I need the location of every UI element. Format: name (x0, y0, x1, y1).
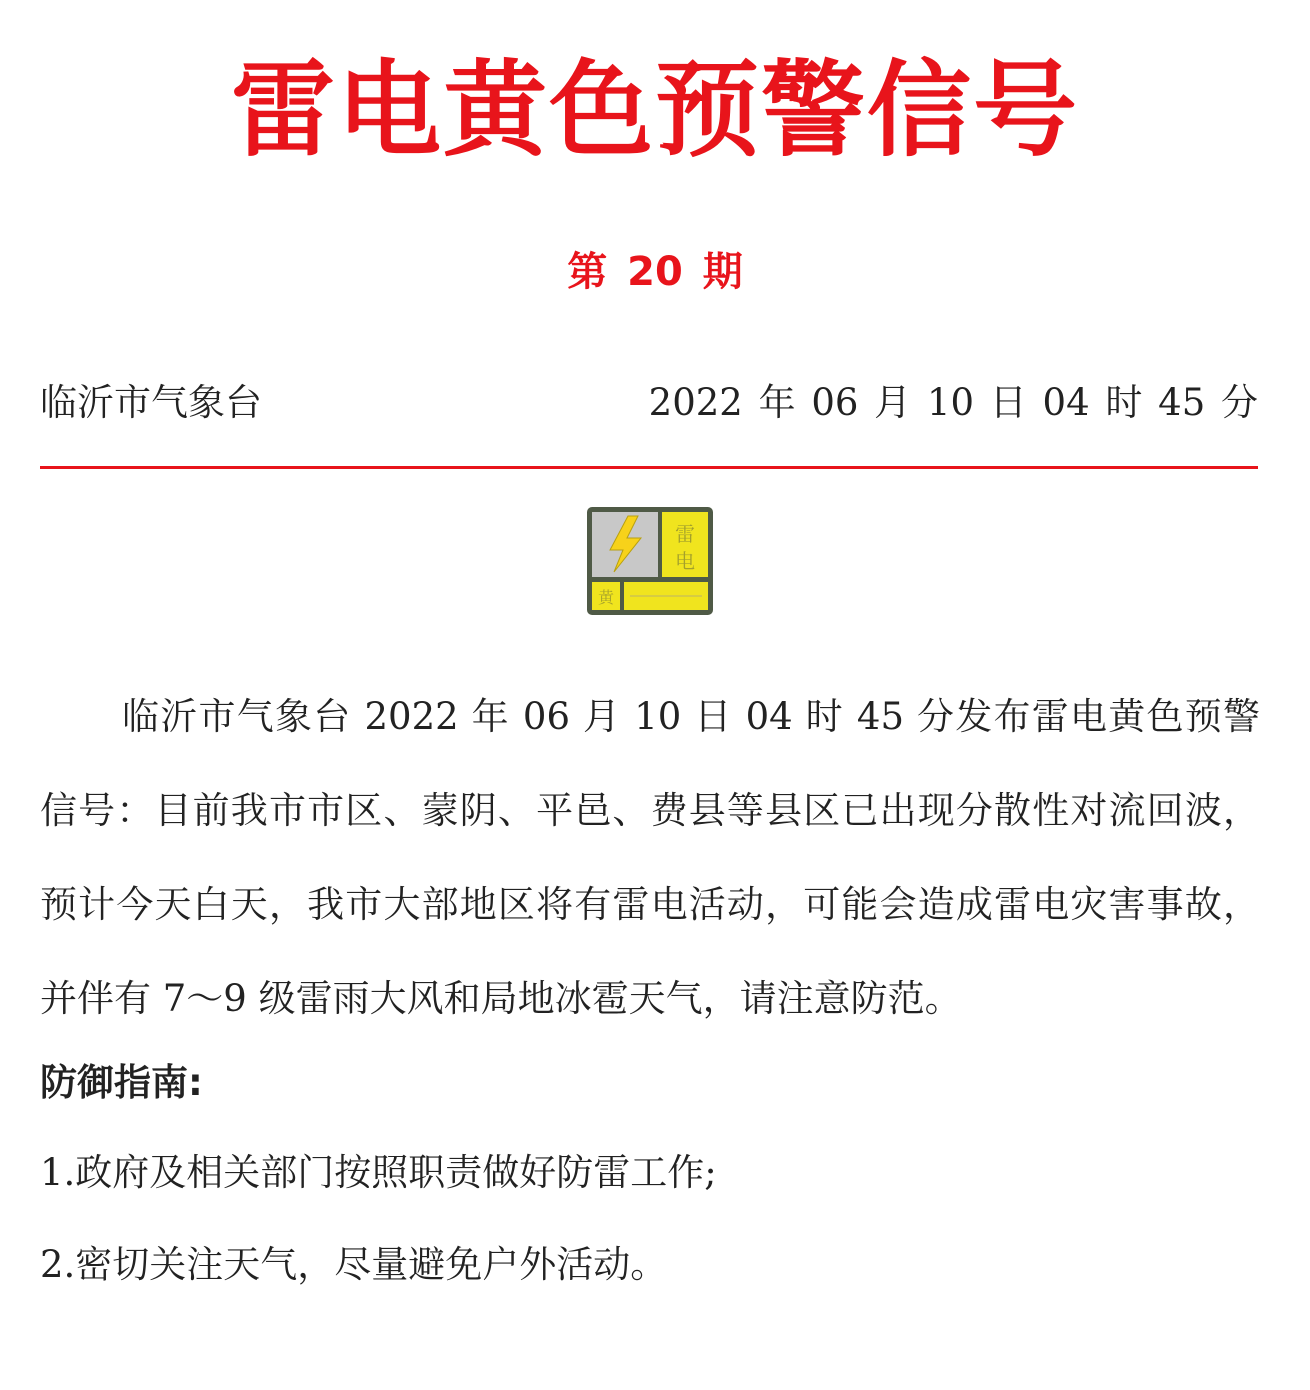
signal-label-top-1: 雷 (675, 522, 695, 546)
warning-body-paragraph: 临沂市气象台 2022 年 06 月 10 日 04 时 45 分发布雷电黄色预警信号：目前我市市区、蒙阴、平邑、费县等县区已出现分散性对流回波，预计今天白天，我市大部地区将有雷电活动，可能会造成雷电灾害事故，并伴有 7～9 级雷雨大风和局地冰雹天气，请注意防范。 (40, 695, 1260, 1020)
header-divider (40, 466, 1258, 469)
issuing-agency: 临沂市气象台 (40, 381, 262, 424)
signal-label-bottom: 黄 (597, 588, 615, 607)
meta-row (40, 375, 1258, 431)
issue-number: 第 20 期 (567, 249, 743, 295)
signal-label-top-2: 电 (675, 549, 695, 573)
defense-guide-heading: 防御指南: (40, 1061, 203, 1104)
document-title: 雷电黄色预警信号 (230, 49, 1079, 171)
guide-item-1: 1.政府及相关部门按照职责做好防雷工作; (40, 1151, 717, 1194)
guide-item-2: 2.密切关注天气，尽量避免户外活动。 (40, 1243, 668, 1286)
issue-datetime: 2022 年 06 月 10 日 04 时 45 分 (648, 381, 1258, 424)
thunder-lightning-yellow-warning-icon (586, 506, 714, 616)
